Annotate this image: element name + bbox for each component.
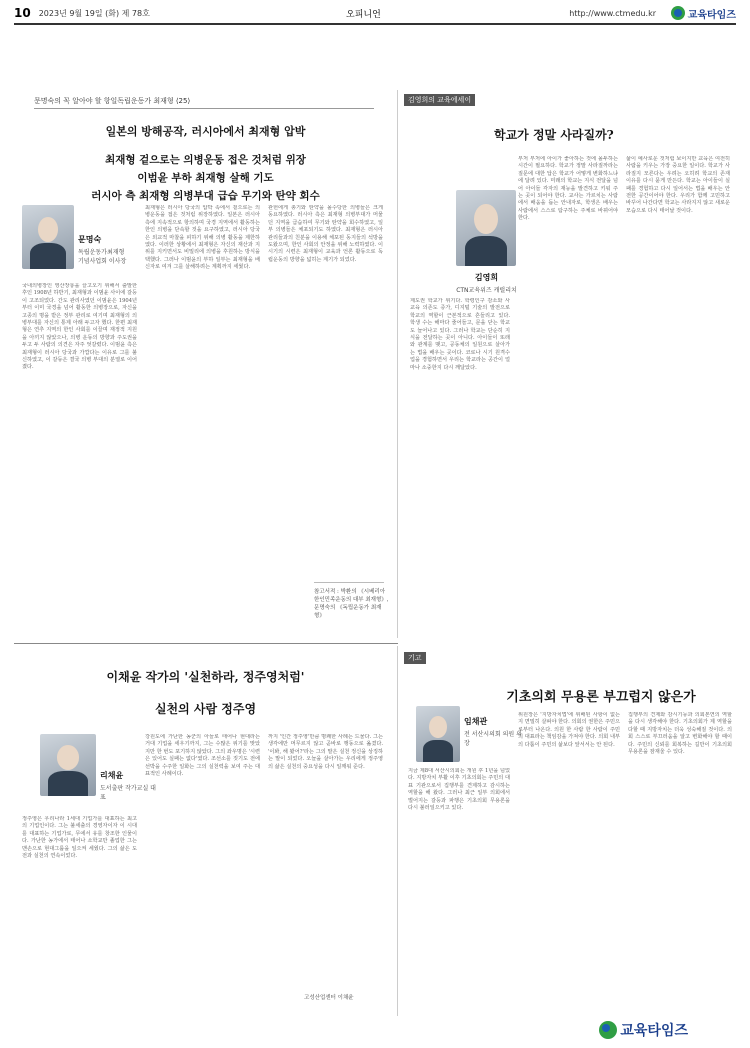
site-url[interactable]: http://www.ctmedu.kr [569, 8, 656, 18]
footer-logo-icon [599, 1021, 617, 1039]
book-column-2: 강원도에 가난한 농군의 아들로 태어나 현대라는 거대 기업을 세우기까지, 그는 수많은 위기를 맞았지만 한 번도 포기하지 않았다. 그의 좌우명은 '시련은 있어도 실패는 없다'였다. 조선소를 짓기도 전에 선박을 수주한 일화는 그의 실천력을 보여 주는 대표적인 사례이다. [145, 734, 260, 778]
article-title: 일본의 방해공작, 러시아에서 최재형 압박 [105, 125, 306, 138]
book-author-name: 리채윤 [100, 771, 124, 780]
article-jung-juyoung [14, 646, 398, 1016]
page-header [14, 4, 736, 22]
page-number: 10 [14, 6, 31, 20]
contribution-tag: 기고 [404, 652, 426, 664]
section-name: 오피니언 [346, 9, 381, 20]
council-author-name: 임채관 [464, 717, 488, 726]
article-subtitle-2: 이범윤 부하 최재형 살해 기도 [137, 172, 274, 184]
council-byline [464, 716, 524, 747]
essay-author-role: CTN교육위즈 캐럴리치 [456, 287, 517, 294]
note-divider [314, 582, 384, 583]
book-source-note: 고성산업센터 이채윤 [304, 995, 354, 1001]
body-column-1: 국내의병장인 영산장룡을 끌고오기 위해서 출발한 후인 1908년 하반기, 최재형과 이범윤 사이에 갈등이 고조되었다. 간도 관리사였던 이범윤은 1904년 부터 이미 국경을 넘어 활동한 의병장으로, 자신을 고종의 명을 받은 정부 관리로 여기며 최재형의 의병부대를 자신의 통제 아래 두고자 했다. 한편 최재형은 연추 지역의 한인 사회를 이끌며 재정적 지원을 아끼지 않았으나, 의병 운동의 방향과 주도권을 두고 두 사람의 의견은 자주 엇갈렸다. 이범윤 측은 최재형이 러시아 당국과 가깝다는 이유로 그를 불신하였고, 이 갈등은 결국 의병 부대의 분열로 이어졌다. [22, 283, 137, 371]
book-column-3: 까지 '인간 정주영'만큼 명쾌한 사례는 드물다. 그는 생각에만 머무르지 않고 곧바로 행동으로 옮겼다. '이봐, 해 봤어?'라는 그의 말은 실천 정신을 상징하는 말이 되었다. 오늘을 살아가는 우리에게 정주영의 삶은 실천의 중요성을 다시 일깨워 준다. [268, 734, 383, 770]
council-column-2: 위원장은 '지방자치법'에 위배된 사항이 없는지 면밀히 살펴야 한다. 의회의 권한은 주민으로부터 나온다. 의원 한 사람 한 사람이 주민의 대표라는 책임감을 가져야 한다. 의회 내부의 다툼이 주민의 삶보다 앞서서는 안 된다. [518, 712, 620, 748]
section-divider [14, 643, 398, 644]
council-author-photo [416, 706, 460, 762]
council-column-1: 지금 제8대 서산시의회는 개원 후 1년을 넘었다. 지방자치 부활 이후 기초의회는 주민의 대표 기관으로서 집행부를 견제하고 감시하는 역할을 해 왔다. 그러나 최근 일부 의회에서 벌어지는 갈등과 파행은 기초의회 무용론을 다시 불러일으키고 있다. [408, 768, 510, 812]
body-column-3: 관헌에게 총기와 탄약을 몰수당한 의병들은 크게 동요하였다. 러시아 측은 최재형 의병부대가 머물던 지역을 급습하여 무기와 탄약을 회수하였고, 일부 의병들은 체포되기도 하였다. 최재형은 러시아 관리들과의 친분을 이용해 체포된 동지들의 석방을 도왔으며, 한인 사회의 안정을 위해 노력하였다. 이 시기의 시련은 최재형이 교육과 언론 활동으로 독립운동의 방향을 넓히는 계기가 되었다. [268, 205, 383, 263]
essay-author-photo [456, 190, 516, 266]
issue-date: 2023년 9월 19일 (화) 제 78호 [38, 8, 150, 18]
header-rule [14, 23, 736, 25]
brand-logo-icon [671, 6, 685, 20]
author-photo [22, 205, 74, 269]
article-choi-jaehyung [14, 90, 398, 638]
footer-logo[interactable] [599, 1020, 688, 1040]
book-article-subtitle: 실천의 사람 정주영 [154, 702, 257, 716]
body-column-2: 최재형은 러시아 당국의 압박 속에서 겉으로는 의병운동을 접은 것처럼 위장하였다. 일본은 러시아 측에 지속적으로 항의하며 국경 지역에서 활동하는 한인 의병을 단속할 것을 요구하였고, 러시아 당국은 외교적 마찰을 피하기 위해 의병 활동을 제한하였다. 이러한 상황에서 최재형은 자신의 재산과 지위를 지키면서도 비밀리에 의병을 후원하는 방식을 택했다. 그러나 이범윤의 부하 일부는 최재형을 배신자로 여겨 그를 살해하려는 계획까지 세웠다. [145, 205, 260, 271]
article-school-essay [404, 90, 738, 638]
council-author-role: 전 서산시의회 의원 의장 [464, 731, 522, 747]
book-column-1: 정주영은 우리나라 1세대 기업가를 대표하는 최고의 기업인이다. 그는 불세출의 경영자이자 이 시대를 대표하는 기업가로, 무에서 유를 창조한 인물이다. 가난한 농가에서 태어나 소학교만 졸업한 그는 맨손으로 현대그룹을 일으켜 세웠다. 그의 삶은 도전과 실천의 연속이었다. [22, 816, 137, 860]
header-logo[interactable] [671, 6, 736, 21]
series-tag: 문명숙의 꼭 알아야 할 항일독립운동가 최재형 ⟨25⟩ [34, 96, 374, 109]
essay-column-1: 제도권 학교가 위기다. 학령인구 감소와 사교육 의존도 증가, 디지털 기술의 발전으로 학교의 역할이 근본적으로 흔들리고 있다. 학생 수는 해마다 줄어들고, 문을 닫는 학교도 늘어나고 있다. 그러나 학교는 단순히 지식을 전달하는 곳이 아니다. 아이들이 또래와 관계를 맺고, 공동체의 일원으로 살아가는 법을 배우는 곳이다. 코로나 시기 원격수업을 경험하면서 우리는 학교라는 공간이 얼마나 소중한지 다시 깨달았다. [410, 298, 510, 371]
book-article-title: 이채윤 작가의 '실천하라, 정주영처럼' [106, 670, 305, 684]
council-title: 기초의회 무용론 부끄럽지 않은가 [506, 690, 696, 705]
article-subtitle-3: 러시아 측 최재형 의병부대 급습 무기와 탄약 회수 [91, 190, 320, 202]
footer-brand: 교육타임즈 [620, 1023, 688, 1039]
essay-title: 학교가 정말 사라질까? [494, 128, 614, 142]
author-byline [78, 234, 138, 265]
book-author-photo [40, 734, 96, 796]
column-tag: 김영희의 교육에세이 [404, 94, 475, 106]
article-subtitle-1: 최재형 겉으로는 의병운동 접은 것처럼 위장 [105, 154, 306, 166]
author-name: 문명숙 [78, 235, 102, 244]
essay-column-2: 부처 부처에 아이가 좋아하는 것에 몰두하는 시간이 필요하다. 학교가 정말 사라질까라는 질문에 대한 답은 학교가 어떻게 변화하느냐에 달려 있다. 미래의 학교는 지식 전달을 넘어 아이들 각자의 재능을 발견하고 키워 주는 곳이 되어야 한다. 교사는 가르치는 사람에서 배움을 돕는 안내자로, 학생은 배우는 사람에서 스스로 탐구하는 주체로 바뀌어야 한다. [518, 156, 618, 222]
header-brand: 교육타임즈 [687, 9, 736, 21]
reference-note: 참고서적 : 박환의 《시베리아 한인민족운동의 대부 최재형》, 문명숙의 《독립운동가 최재형》 [314, 589, 389, 619]
author-role-1: 독립운동가최재형 [78, 249, 125, 256]
essay-author-name: 김영희 [474, 273, 499, 282]
author-role-2: 기념사업회 이사장 [78, 258, 127, 265]
essay-column-3: 삶이 예사로운 것처럼 보이지만 교육은 여전히 사람을 키우는 가장 중요한 일이다. 학교가 사라질지 모른다는 우려는 오히려 학교의 존재 이유를 다시 묻게 만든다. 학교는 아이들이 실패를 경험하고 다시 일어서는 법을 배우는 안전한 공간이어야 한다. 우리가 함께 고민하고 바꾸어 나간다면 학교는 사라지지 않고 새로운 모습으로 다시 태어날 것이다. [626, 156, 730, 214]
council-column-3: 집행부의 견제와 감시기능과 의회본연의 역할을 다시 생각해야 한다. 기초의회가 제 역할을 다할 때 지방자치는 더욱 성숙해질 것이다. 의회 스스로 부끄러움을 알고 변화해야 할 때이다. 주민의 신뢰를 회복하는 길만이 기초의회 무용론을 잠재울 수 있다. [628, 712, 732, 756]
article-council [404, 650, 738, 1010]
book-author-role: 도서출판 작가교실 대표 [100, 785, 156, 801]
